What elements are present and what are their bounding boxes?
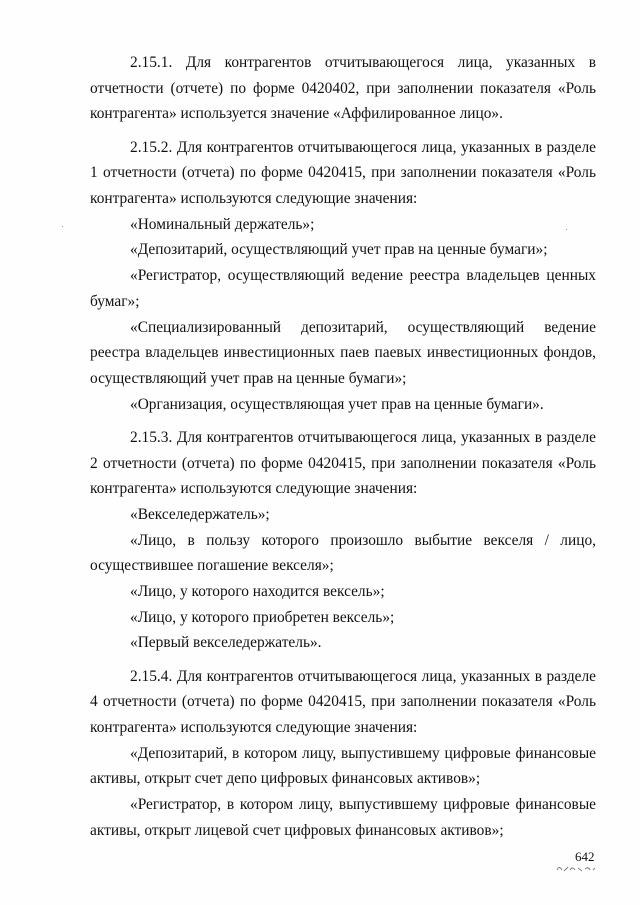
scan-speck (62, 226, 63, 227)
paragraph-2-15-2: 2.15.2. Для контрагентов отчитывающегося лица, указанных в разделе 1 отчетности (отчета) по форме 0420415, при заполнении показателя «Роль контрагента» используются следующие значения: (90, 138, 596, 208)
list-item: «Векселедержатель»; (130, 505, 270, 523)
list-item: «Специализированный депозитарий, осуществляющий ведение реестра владельцев инвестиционных паев паевых инвестиционных фондов, осуществляющий учет прав на ценные бумаги»; (90, 318, 596, 387)
scan-speck (566, 229, 567, 230)
list-item: «Депозитарий, осуществляющий учет прав на ценные бумаги»; (130, 241, 548, 259)
paragraph-2-15-1: 2.15.1. Для контрагентов отчитывающегося лица, указанных в отчетности (отчете) по форме 0420402, при заполнении показателя «Роль контрагента» используется значение «Аффилированное лицо». (90, 54, 596, 123)
list-item: «Номинальный держатель»; (130, 215, 315, 233)
scan-artifact-icon (555, 862, 597, 874)
list-item: «Регистратор, в котором лицу, выпустившему цифровые финансовые активы, открыт лицевой счет цифровых финансовых активов»; (90, 796, 596, 839)
list-item: «Организация, осуществляющая учет прав на ценные бумаги». (130, 395, 544, 413)
list-item: «Лицо, у которого приобретен вексель»; (130, 608, 395, 626)
document-body (90, 50, 596, 844)
page-number: 642 (575, 849, 595, 864)
list-item: «Лицо, в пользу которого произошло выбытие векселя / лицо, осуществившее погашение векселя»; (90, 531, 596, 575)
list-item: «Лицо, у которого находится вексель»; (130, 583, 385, 601)
paragraph-2-15-4: 2.15.4. Для контрагентов отчитывающегося лица, указанных в разделе 4 отчетности (отчета) по форме 0420415, при заполнении показателя «Роль контрагента» используются следующие значения: (90, 667, 596, 737)
list-item: «Депозитарий, в котором лицу, выпустившему цифровые финансовые активы, открыт счет депо цифровых финансовых активов»; (90, 744, 596, 788)
paragraph-2-15-3: 2.15.3. Для контрагентов отчитывающегося лица, указанных в разделе 2 отчетности (отчета) по форме 0420415, при заполнении показателя «Роль контрагента» используются следующие значения: (90, 428, 596, 498)
list-item: «Первый векселедержатель». (130, 634, 322, 652)
list-item: «Регистратор, осуществляющий ведение реестра владельцев ценных бумаг»; (90, 267, 596, 310)
